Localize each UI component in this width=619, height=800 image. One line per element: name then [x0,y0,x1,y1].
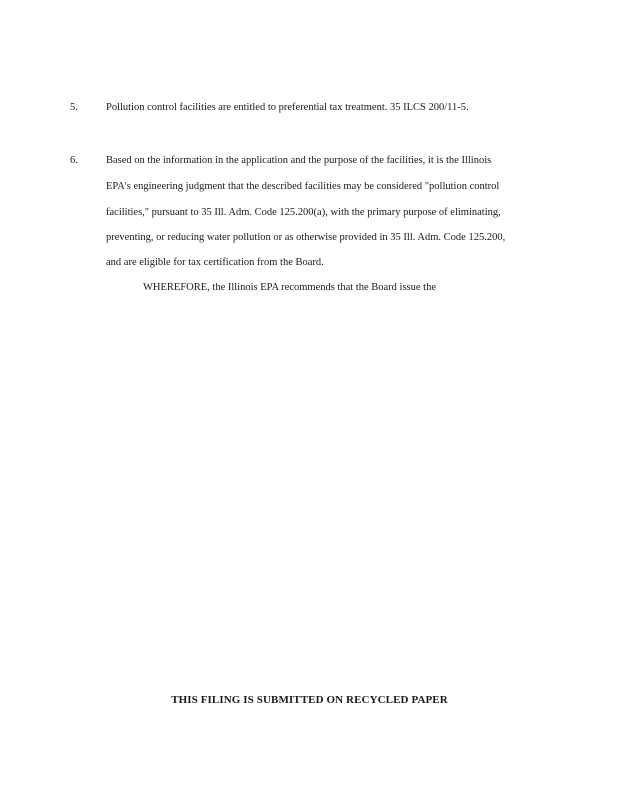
wherefore-text: WHEREFORE, the Illinois EPA recommends that the Board issue the [143,282,436,293]
paragraph-6-line-5: and are eligible for tax certification from the Board. [106,257,324,268]
paragraph-6-line-4: preventing, or reducing water pollution or as otherwise provided in 35 Ill. Adm. Code 125.200, [106,232,506,243]
recycled-paper-footer: THIS FILING IS SUBMITTED ON RECYCLED PAPER [171,694,448,706]
paragraph-6-line-2: EPA's engineering judgment that the described facilities may be considered "pollution control [106,181,500,192]
paragraph-6-number: 6. [70,155,78,166]
paragraph-6-line-3: facilities," pursuant to 35 Ill. Adm. Code 125.200(a), with the primary purpose of eliminating, [106,207,501,218]
paragraph-5-number: 5. [70,102,78,113]
paragraph-5-text: Pollution control facilities are entitled to preferential tax treatment. 35 ILCS 200/11-5. [106,102,469,113]
paragraph-6-line-1: Based on the information in the application and the purpose of the facilities, it is the Illinois [106,155,492,166]
